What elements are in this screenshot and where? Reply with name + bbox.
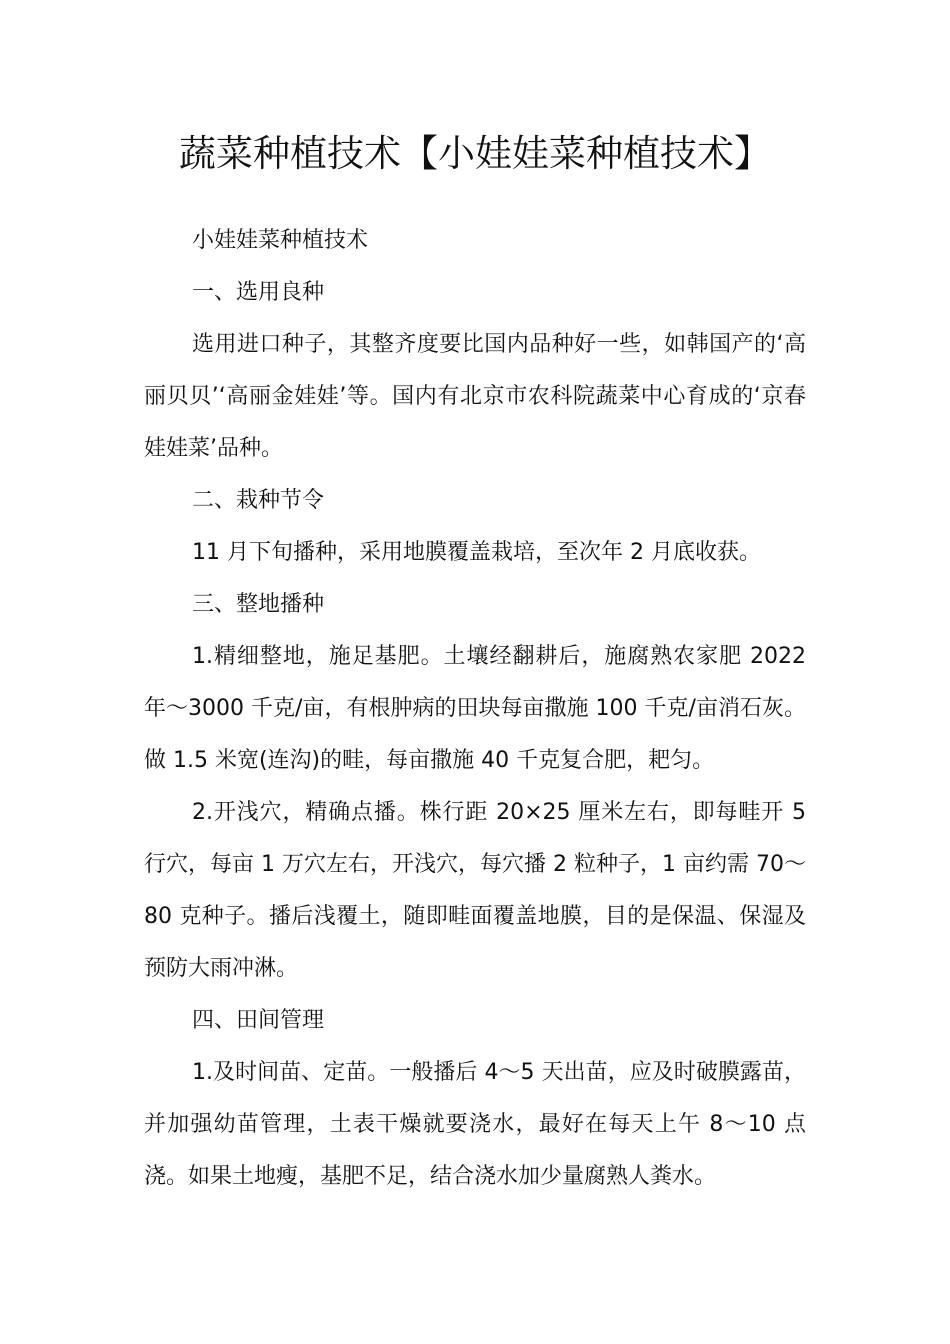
section-heading-4: 四、田间管理 bbox=[192, 1008, 325, 1033]
paragraph-soil-preparation: 1.精细整地，施足基肥。土壤经翻耕后，施腐熟农家肥 2022 年～3000 千克/亩，有根肿病的田块每亩撒施 100 千克/亩消石灰。做 1.5 米宽(连沟)的畦，每亩撒施 40 千克复合肥，耙匀。 bbox=[144, 644, 806, 773]
paragraph-subtitle: 小娃娃菜种植技术 bbox=[192, 228, 369, 253]
section-heading-3: 三、整地播种 bbox=[192, 592, 325, 617]
paragraph-sowing: 2.开浅穴，精确点播。株行距 20×25 厘米左右，即每畦开 5 行穴，每亩 1 万穴左右，开浅穴，每穴播 2 粒种子，1 亩约需 70～80 克种子。播后浅覆土，随即畦面覆盖地膜，目的是保温、保湿及预防大雨冲淋。 bbox=[144, 800, 806, 981]
paragraph-seedling-management: 1.及时间苗、定苗。一般播后 4～5 天出苗，应及时破膜露苗，并加强幼苗管理，土表干燥就要浇水，最好在每天上午 8～10 点浇。如果土地瘦，基肥不足，结合浇水加少量腐熟人粪水。 bbox=[144, 1060, 806, 1189]
document-body bbox=[144, 215, 806, 1203]
paragraph-variety-selection: 选用进口种子，其整齐度要比国内品种好一些，如韩国产的‘高丽贝贝’‘高丽金娃娃’等。国内有北京市农科院蔬菜中心育成的‘京春娃娃菜’品种。 bbox=[144, 332, 806, 461]
paragraph-planting-season: 11 月下旬播种，采用地膜覆盖栽培，至次年 2 月底收获。 bbox=[192, 540, 761, 565]
section-heading-1: 一、选用良种 bbox=[192, 280, 325, 305]
section-heading-2: 二、栽种节令 bbox=[192, 488, 325, 513]
document-title: 蔬菜种植技术【小娃娃菜种植技术】 bbox=[179, 131, 771, 175]
